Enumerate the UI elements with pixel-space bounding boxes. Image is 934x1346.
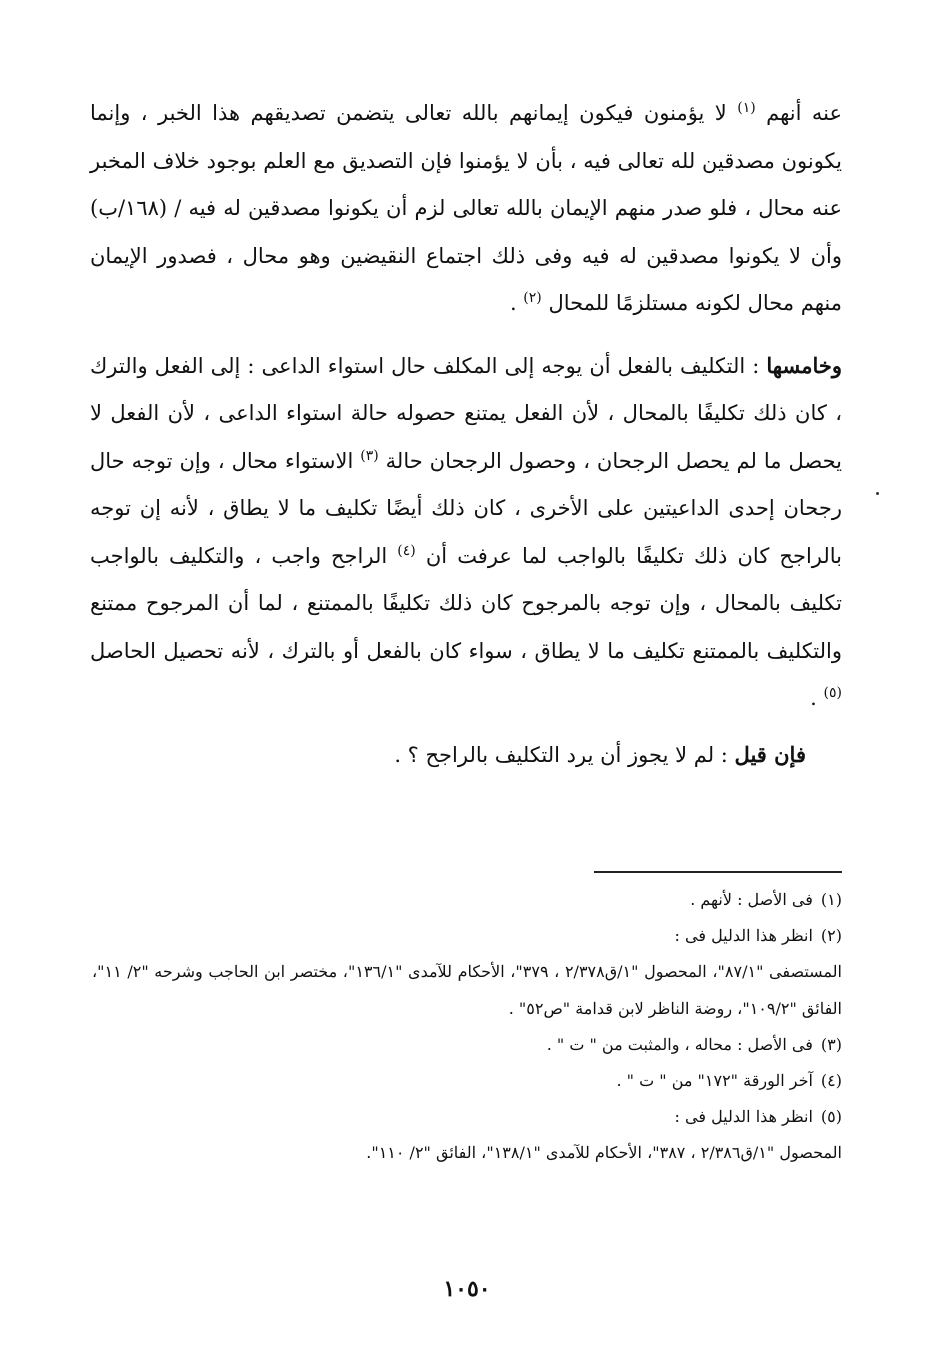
paragraph-2-text-c: الراجح واجب ، والتكليف بالواجب تكليف بالمحال ، وإن توجه بالمرجوح كان ذلك تكليفًا بالممتنع ، لما أن المرجوح ممتنع والتكليف بالممتنع تكليف ما لا يطاق ، سواء كان بالفعل أو بالترك ، لأنه تحصيل الحاصل <box>90 543 842 663</box>
paragraph-1-end: . <box>509 291 524 315</box>
footnote-3-text: فى الأصل : محاله ، والمثبت من " ت " . <box>546 1034 813 1054</box>
footnote-1-text: فى الأصل : لأنهم . <box>690 890 813 909</box>
paragraph-2-end: . <box>810 686 824 710</box>
footnote-2-number: (٢) <box>820 926 842 946</box>
paragraph-3-lead: فإن قيل <box>734 741 806 767</box>
footnote-1-number: (١) <box>820 890 842 909</box>
footnote-ref-3: (٣) <box>360 447 379 464</box>
paragraph-1 <box>90 90 842 328</box>
footnote-3-number: (٣) <box>820 1034 842 1054</box>
main-text <box>90 90 842 779</box>
footnote-4 <box>90 1063 842 1099</box>
paragraph-3-text: : لم لا يجوز أن يرد التكليف بالراجح ؟ . <box>394 742 735 767</box>
paragraph-2-text-a: : التكليف بالفعل أن يوجه إلى المكلف حال استواء الداعى : إلى الفعل والترك ، كان ذلك تكليفًا بالمحال ، لأن الفعل يمتنع حصوله حالة استواء الداعى ، لأن الفعل لا يحصل ما لم يحصل الرجحان ، وحصول الرجحان حالة <box>90 353 842 473</box>
margin-dot <box>876 492 879 495</box>
footnote-4-number: (٤) <box>820 1071 842 1091</box>
footnote-2-text: انظر هذا الدليل فى : <box>674 926 813 946</box>
footnote-2-references: المستصفى "٨٧/١"، المحصول "١/ق٢/٣٧٨ ، ٣٧٩"، الأحكام للآمدى "١٣٦/١"، مختصر ابن الحاجب وشرحه "٢/ ١١"، الفائق "١٠٩/٢"، روضة الناظر لابن قدامة "ص٥٢" . <box>92 962 843 1018</box>
footnote-ref-2: (٢) <box>523 290 542 306</box>
footnote-ref-4: (٤) <box>397 542 416 559</box>
footnote-1 <box>90 882 842 918</box>
page-number: ١٠٥٠ <box>443 1276 491 1302</box>
paragraph-1-text-b: لا يؤمنون فيكون إيمانهم بالله تعالى يتضمن تصديقهم هذا الخبر ، وإنما يكونون مصدقين لله تعالى فيه ، بأن لا يؤمنوا فإن التصديق مع العلم بوجود خلاف المخبر عنه محال ، فلو صدر منهم الإيمان بالله تعالى لزم أن يكونوا مصدقين له فيه / (١٦٨/ب) وأن لا يكونوا مصدقين له فيه وفى ذلك اجتماع النقيضين وهو محال ، فصدور الإيمان منهم محال لكونه مستلزمًا للمحال <box>90 101 842 315</box>
footnote-2 <box>90 918 842 954</box>
paragraph-3 <box>90 731 842 780</box>
paragraph-1-text-a: عنه أنهم <box>755 101 842 125</box>
footnote-5-references: المحصول "١/ق٢/٣٨٦ ، ٣٨٧"، الأحكام للآمدى "١٣٨/١"، الفائق "٢/ ١١٠". <box>366 1143 842 1163</box>
paragraph-2-lead: وخامسها <box>766 352 842 378</box>
footnote-5-text: انظر هذا الدليل فى : <box>674 1107 813 1127</box>
footnote-ref-1: (١) <box>737 100 756 116</box>
paragraph-2-text-b: الاستواء محال ، وإن توجه حال رجحان إحدى الداعيتين على الأخرى ، كان ذلك أيضًا تكليف ما لا يطاق ، لأنه إن توجه بالراجح كان ذلك تكليفًا بالواجب لما عرفت أن <box>90 448 843 568</box>
footnote-4-text: آخر الورقة "١٧٢" من " ت " . <box>616 1071 813 1091</box>
footnote-5 <box>90 1099 842 1135</box>
footnotes <box>90 882 842 1172</box>
footnote-separator <box>594 871 842 873</box>
footnote-5-number: (٥) <box>820 1107 842 1127</box>
footnote-3 <box>90 1027 842 1063</box>
footnote-ref-5: (٥) <box>823 685 842 701</box>
paragraph-2 <box>90 342 842 723</box>
